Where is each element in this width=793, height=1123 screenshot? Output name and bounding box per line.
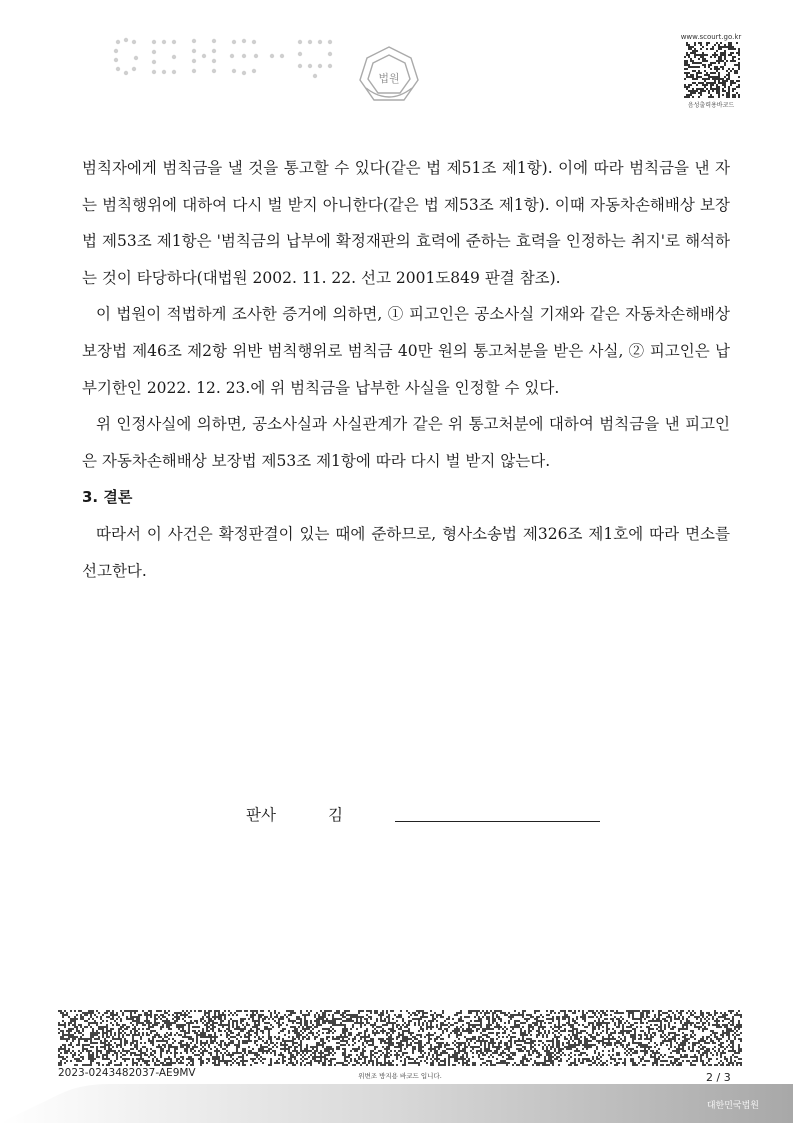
paragraph-evidence: 이 법원이 적법하게 조사한 증거에 의하면, ① 피고인은 공소사실 기재와 같은 자동차손해배상 보장법 제46조 제2항 위반 범칙행위로 범칙금 40만 원의 통고처분을 받은 사실, ② 피고인은 납부기한인 2022. 12. 23.에 위 범칙금을 납부한 사실을 인정할 수 있다. [82,305,730,397]
document-id: 2023-0243482037-AE9MV [58,1067,196,1079]
forgery-notice: 위변조 방지용 바코드 입니다. [358,1072,442,1080]
conclusion-heading: 3. 결론 [82,488,133,507]
qr-code-icon [684,42,740,98]
dotted-logo [112,36,342,82]
page-number: 2 / 3 [706,1071,731,1084]
signature-line [395,821,600,822]
site-url: www.scourt.go.kr [680,33,742,41]
seal-text: 법원 [378,72,400,85]
qr-caption: 음성출력용바코드 [687,102,735,109]
paragraph-finding: 위 인정사실에 의하면, 공소사실과 사실관계가 같은 위 통고처분에 대하여 범칙금을 낸 피고인은 자동차손해배상 보장법 제53조 제1항에 따라 다시 벌 받지 않는다. [82,415,730,470]
court-name: 대한민국법원 [706,1101,759,1111]
footer-band [0,1084,793,1123]
judge-name: 김 [328,806,343,824]
paragraph-conclusion: 따라서 이 사건은 확정판결이 있는 때에 준하므로, 형사소송법 제326조 제1호에 따라 면소를 선고한다. [82,524,730,580]
anti-forgery-barcode-icon [58,1010,742,1066]
paragraph-fine-notice: 범칙자에게 범칙금을 낼 것을 통고할 수 있다(같은 법 제51조 제1항). 이에 따라 범칙금을 낸 자는 범칙행위에 대하여 다시 벌 받지 아니한다(같은 법 제53조 제1항). 이때 자동차손해배상 보장법 제53조 제1항은 '범칙금의 납부에 확정재판의 효력에 준하는 효력을 인정하는 취지'로 해석하는 것이 타당하다(대법원 2002. 11. 22. 선고 2001도849 판결 참조). [82,159,730,287]
judge-title: 판사 [246,806,276,824]
judgment-body [82,150,730,589]
